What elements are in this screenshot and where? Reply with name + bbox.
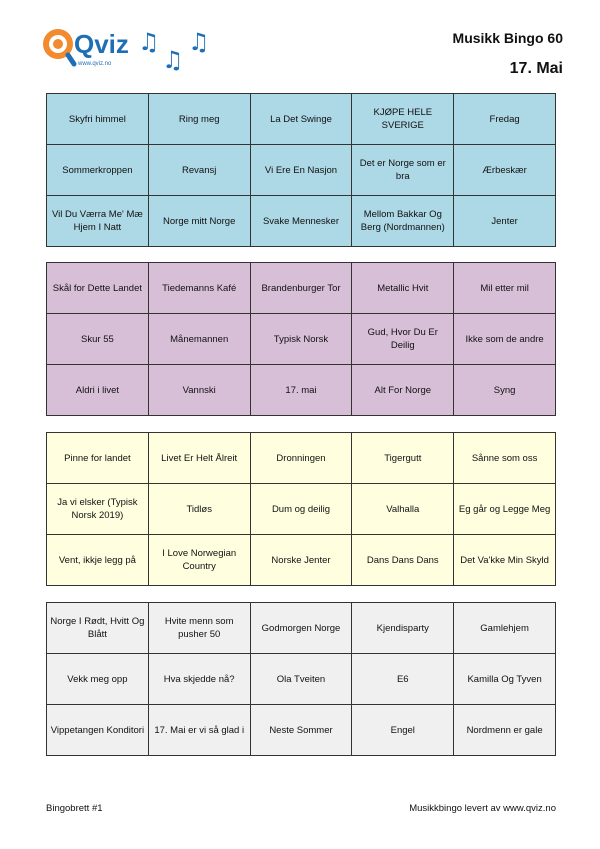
bingo-cell: Engel: [352, 705, 454, 756]
bingo-card-1: [46, 93, 556, 247]
bingo-cell: Typisk Norsk: [250, 314, 352, 365]
bingo-cell: Norge I Rødt, Hvitt Og Blått: [47, 603, 149, 654]
logo-url: www.qviz.no: [78, 61, 112, 67]
bingo-cell: Sånne som oss: [454, 433, 556, 484]
card-number: Bingobrett #1: [46, 803, 103, 814]
bingo-cell: Vi Ere En Nasjon: [250, 145, 352, 196]
bingo-cell: Norske Jenter: [250, 535, 352, 586]
bingo-cell: Alt For Norge: [352, 365, 454, 416]
bingo-cell: Vippetangen Konditori: [47, 705, 149, 756]
bingo-cell: Kjendisparty: [352, 603, 454, 654]
bingo-cell: Livet Er Helt Ålreit: [148, 433, 250, 484]
card-row: [47, 603, 556, 654]
bingo-cell: Valhalla: [352, 484, 454, 535]
card-row: [47, 365, 556, 416]
bingo-title: Musikk Bingo 60: [452, 30, 563, 46]
bingo-cell: Norge mitt Norge: [148, 196, 250, 247]
bingo-cell: Nordmenn er gale: [454, 705, 556, 756]
bingo-card-2: [46, 262, 556, 416]
bingo-cell: Hvite menn som pusher 50: [148, 603, 250, 654]
bingo-cell: Dronningen: [250, 433, 352, 484]
bingo-subtitle: 17. Mai: [509, 60, 563, 77]
bingo-cell: Skyfri himmel: [47, 94, 149, 145]
bingo-cell: Hva skjedde nå?: [148, 654, 250, 705]
bingo-cell: Tidløs: [148, 484, 250, 535]
bingo-cell: Neste Sommer: [250, 705, 352, 756]
bingo-cell: Eg går og Legge Meg: [454, 484, 556, 535]
bingo-cell: Mil etter mil: [454, 263, 556, 314]
card-row: [47, 145, 556, 196]
card-row: [47, 654, 556, 705]
footer-credit: Musikkbingo levert av www.qviz.no: [409, 803, 556, 814]
card-row: [47, 314, 556, 365]
bingo-cell: Ikke som de andre: [454, 314, 556, 365]
bingo-card-4: [46, 602, 556, 756]
bingo-cell: Vannski: [148, 365, 250, 416]
bingo-cell: Revansj: [148, 145, 250, 196]
bingo-cell: Tiedemanns Kafé: [148, 263, 250, 314]
card-row: [47, 263, 556, 314]
bingo-cell: Jenter: [454, 196, 556, 247]
bingo-cell: 17. mai: [250, 365, 352, 416]
card-row: [47, 196, 556, 247]
bingo-card-3: [46, 432, 556, 586]
bingo-cell: Brandenburger Tor: [250, 263, 352, 314]
card-row: [47, 433, 556, 484]
bingo-cell: Pinne for landet: [47, 433, 149, 484]
bingo-cell: Sommerkroppen: [47, 145, 149, 196]
logo-graphic: [38, 20, 228, 75]
bingo-cell: Månemannen: [148, 314, 250, 365]
bingo-cell: Vil Du Værra Me' Mæ Hjem I Natt: [47, 196, 149, 247]
bingo-cell: Det Va'kke Min Skyld: [454, 535, 556, 586]
bingo-cell: Svake Mennesker: [250, 196, 352, 247]
bingo-cell: Vekk meg opp: [47, 654, 149, 705]
bingo-cell: Ola Tveiten: [250, 654, 352, 705]
bingo-cell: Dum og deilig: [250, 484, 352, 535]
bingo-cell: Ja vi elsker (Typisk Norsk 2019): [47, 484, 149, 535]
bingo-cell: E6: [352, 654, 454, 705]
bingo-cell: Skål for Dette Landet: [47, 263, 149, 314]
bingo-cell: Aldri i livet: [47, 365, 149, 416]
bingo-cell: Vent, ikkje legg på: [47, 535, 149, 586]
magnifier-core: [53, 39, 63, 49]
bingo-cell: Kamilla Og Tyven: [454, 654, 556, 705]
bingo-cell: 17. Mai er vi så glad i: [148, 705, 250, 756]
bingo-cell: Syng: [454, 365, 556, 416]
bingo-cell: Ærbeskær: [454, 145, 556, 196]
card-row: [47, 94, 556, 145]
music-note-icon: ♫: [188, 28, 210, 56]
card-row: [47, 484, 556, 535]
bingo-cell: Fredag: [454, 94, 556, 145]
bingo-cell: Mellom Bakkar Og Berg (Nordmannen): [352, 196, 454, 247]
bingo-cell: I Love Norwegian Country: [148, 535, 250, 586]
bingo-cell: Skur 55: [47, 314, 149, 365]
bingo-cell: Dans Dans Dans: [352, 535, 454, 586]
bingo-cell: KJØPE HELE SVERIGE: [352, 94, 454, 145]
card-row: [47, 705, 556, 756]
music-note-icon: ♫: [162, 46, 184, 74]
card-row: [47, 535, 556, 586]
music-note-icon: ♫: [138, 28, 160, 56]
bingo-cell: Det er Norge som er bra: [352, 145, 454, 196]
bingo-cell: Ring meg: [148, 94, 250, 145]
bingo-cell: Gud, Hvor Du Er Deilig: [352, 314, 454, 365]
bingo-cell: Gamlehjem: [454, 603, 556, 654]
logo-text: Qviz: [74, 29, 129, 59]
bingo-cell: La Det Swinge: [250, 94, 352, 145]
bingo-cell: Metallic Hvit: [352, 263, 454, 314]
bingo-cell: Tigergutt: [352, 433, 454, 484]
qviz-logo: [38, 20, 228, 75]
bingo-cell: Godmorgen Norge: [250, 603, 352, 654]
